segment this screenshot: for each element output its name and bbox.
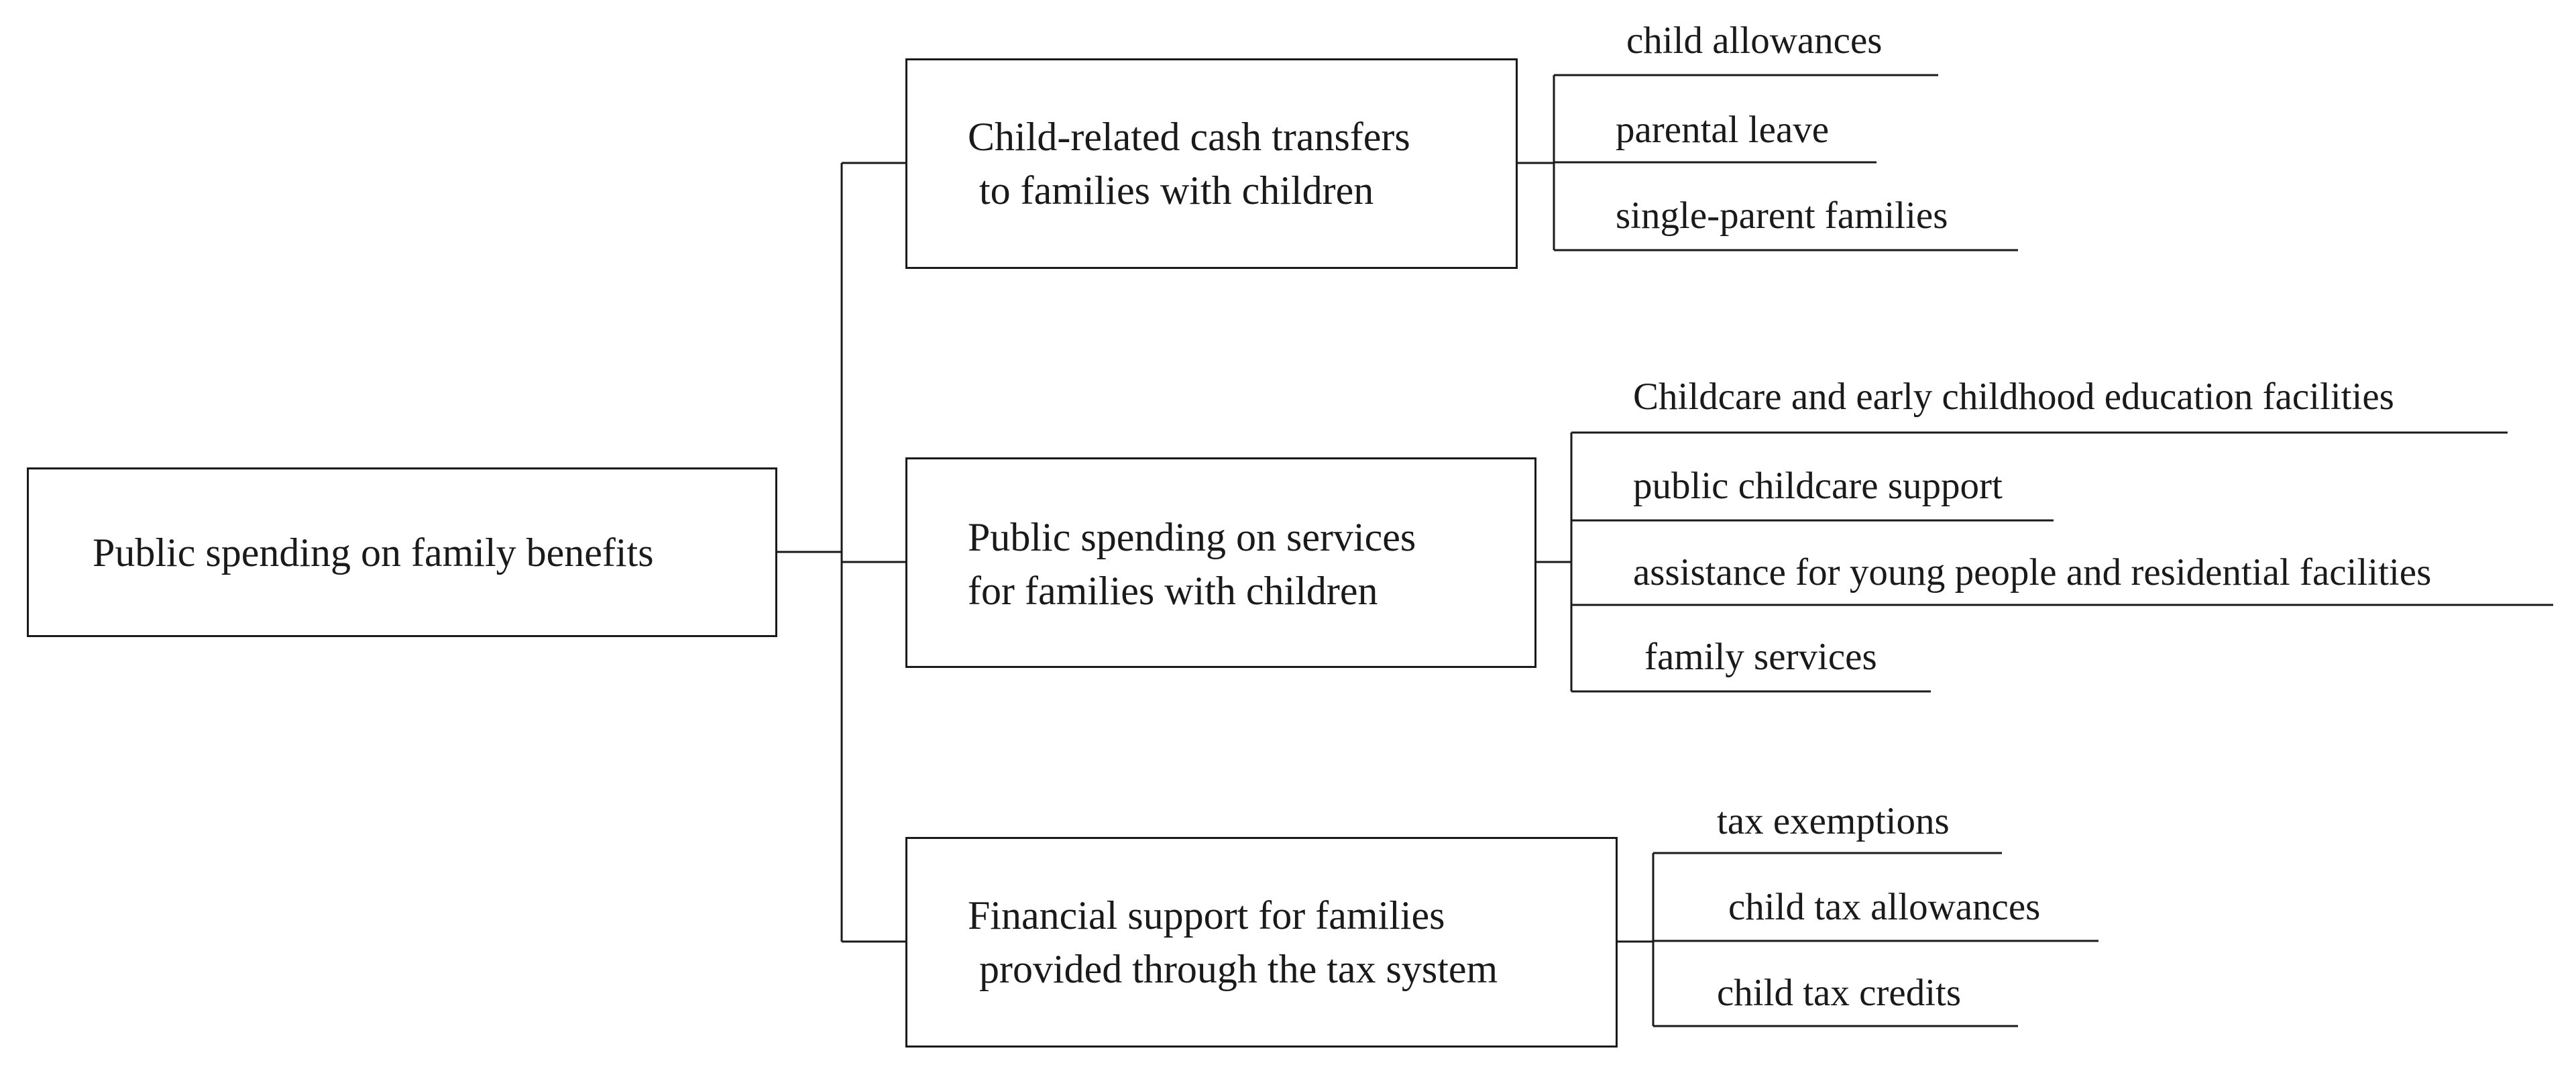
category-label-line: Financial support for families <box>968 893 1445 938</box>
category-label-line: for families with children <box>968 569 1378 613</box>
leaf-item: assistance for young people and residential facilities <box>1633 551 2432 594</box>
root-node-label: Public spending on family benefits <box>93 530 654 575</box>
leaf-item: Childcare and early childhood education facilities <box>1633 376 2394 418</box>
category-label-line: to families with children <box>979 168 1374 213</box>
leaf-item: child tax allowances <box>1728 886 2041 928</box>
leaf-item: public childcare support <box>1633 465 2003 507</box>
leaf-item: child allowances <box>1626 19 1883 62</box>
category-label-line: provided through the tax system <box>979 947 1498 991</box>
leaf-item: single-parent families <box>1616 194 1948 237</box>
category-label-line: Public spending on services <box>968 515 1416 559</box>
leaf-item: parental leave <box>1616 109 1830 151</box>
category-label-line: Child-related cash transfers <box>968 115 1410 159</box>
leaf-item: tax exemptions <box>1717 800 1950 842</box>
leaf-item: child tax credits <box>1717 972 1962 1014</box>
leaf-item: family services <box>1644 636 1877 678</box>
